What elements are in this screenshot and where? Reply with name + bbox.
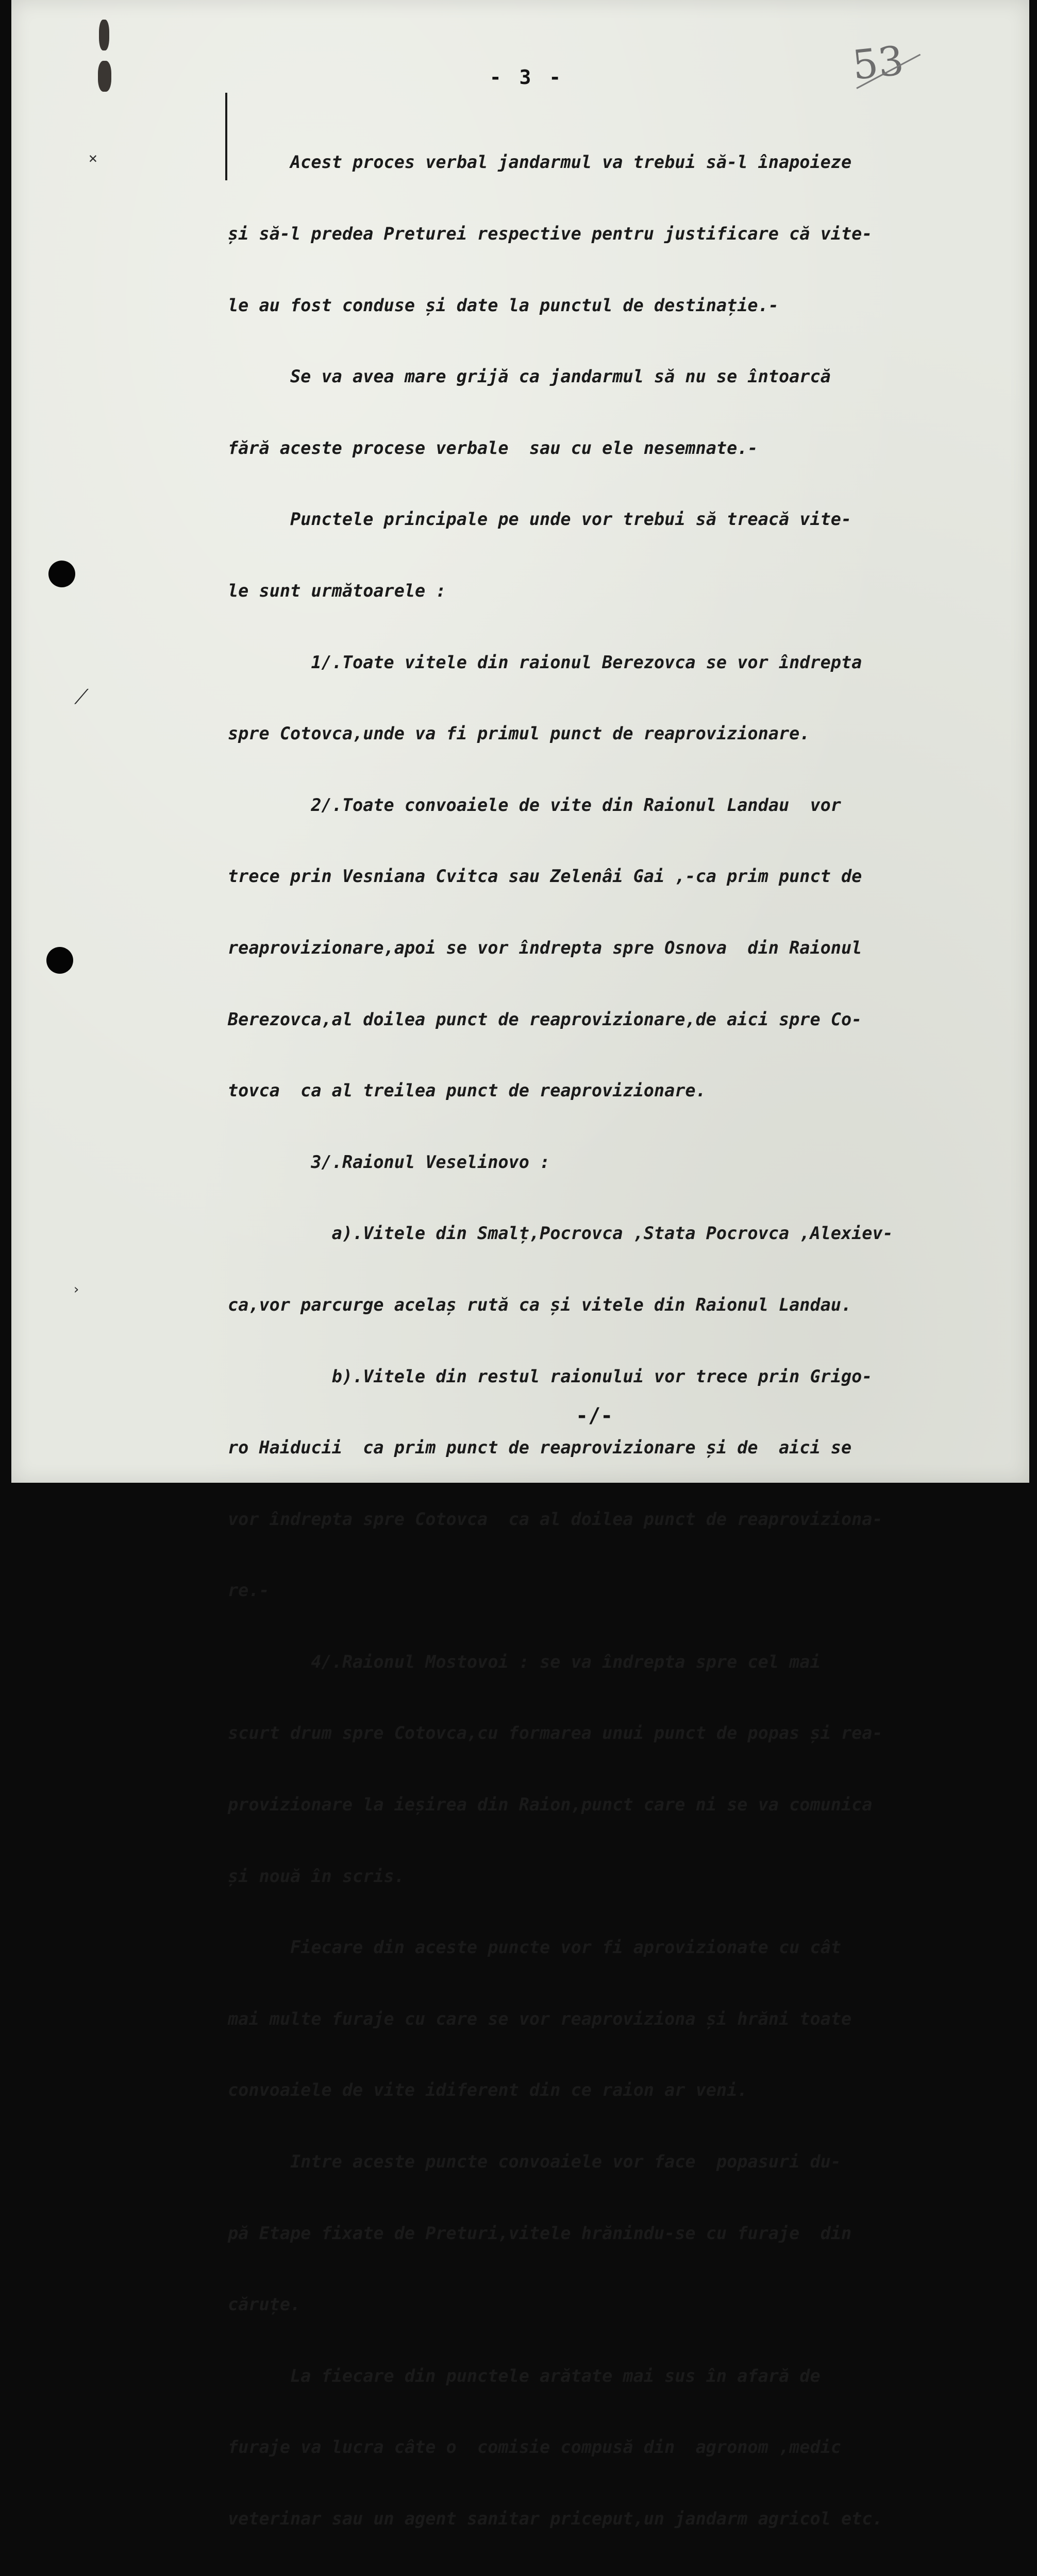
staple-mark — [98, 61, 111, 92]
text-line: re.- — [228, 1580, 270, 1601]
text-line: veterinar sau un agent sanitar priceput,un jandarm agricol etc. — [228, 2509, 883, 2529]
text-line: trece prin Vesniana Cvitca sau Zelenâi Gai ,-ca prim punct de — [228, 866, 862, 887]
text-line: vor îndrepta spre Cotovca ca al doilea punct de reaprovizionа- — [228, 1509, 883, 1529]
text-line: convoaiele de vite idiferent din ce raion ar veni. — [228, 2080, 748, 2100]
staple-mark — [99, 20, 109, 50]
text-line: ro Haiducii ca prim punct de reaprovizionare și de aici se — [228, 1437, 852, 1458]
text-line: mai multe furaje cu care se vor reaproviziona și hrăni toate — [228, 2008, 852, 2029]
text-line: fără aceste procese verbale sau cu ele nesemnate.- — [228, 437, 758, 458]
text-line: căruțe. — [228, 2294, 301, 2315]
margin-bar — [225, 93, 227, 180]
punch-hole-top — [48, 561, 75, 587]
text-line: spre Cotovca,unde va fi primul punct de reaprovizionare. — [228, 723, 810, 744]
paper-sheet — [11, 0, 1029, 2529]
text-line: Se va avea mare grijă ca jandarmul să nu se întoarcă — [228, 366, 831, 387]
margin-tick: › — [72, 1282, 80, 1297]
text-line: 3/.Raionul Veselinovo : — [228, 1151, 550, 1172]
text-line: le au fost conduse și date la punctul de destinație.- — [228, 295, 779, 315]
punch-hole-bottom — [46, 947, 73, 974]
text-line: Intre aceste puncte convoaiele vor face popasuri du- — [228, 2151, 841, 2172]
text-line: le sunt următoarele : — [228, 580, 446, 601]
text-line: Fiecare din aceste puncte vor fi aprovizionate cu cât — [228, 1937, 841, 1958]
text-line: 4/.Raionul Mostovoi : se va îndrepta spre cel mai — [228, 1651, 821, 1672]
continuation-mark: -/- — [576, 1404, 613, 1428]
text-line: Berezovca,al doilea punct de reaprovizionare,de aici spre Co- — [228, 1009, 862, 1029]
text-line: scurt drum spre Cotovca,cu formarea unui punct de popas și rea- — [228, 1723, 883, 1743]
text-line: reaprovizionare,apoi se vor îndrepta spre Osnova din Raionul — [228, 937, 862, 958]
text-line: La fiecare din punctele arătate mai sus în afară de — [228, 2365, 821, 2386]
text-line: a).Vitele din Smalț,Pocrovca ,Stata Pocrovca ,Alexiev- — [228, 1223, 893, 1244]
margin-tick: ✕ — [89, 149, 97, 166]
text-line: și nouă în scris. — [228, 1866, 405, 1886]
text-line: provizionare la ieșirea din Raion,punct care ni se va comunica — [228, 1794, 873, 1815]
text-line: b).Vitele din restul raionului vor trece prin Grigo- — [228, 1366, 873, 1386]
text-line: ca,vor parcurge acelaș rută ca și vitele din Raionul Landau. — [228, 1294, 852, 1315]
text-line: 2/.Toate convoaiele de vite din Raionul Landau vor — [228, 794, 841, 815]
text-line: Punctele principale pe unde vor trebui să treacă vite- — [228, 509, 852, 530]
body-text — [228, 103, 1032, 2576]
text-line: furaje va lucra câte o comisie compusă din agronom ,medic — [228, 2437, 841, 2458]
page-number: - 3 - — [489, 66, 564, 89]
text-line: 1/.Toate vitele din raionul Berezovca se vor îndrepta — [228, 652, 862, 672]
text-line: tovca ca al treilea punct de reaprovizionare. — [228, 1080, 706, 1101]
text-line: și să-l predea Preturei respective pentru justificare că vite- — [228, 224, 873, 244]
text-line: Acest proces verbal jandarmul va trebui să-l înapoieze — [228, 152, 852, 173]
folio-number: 53 — [850, 38, 906, 89]
margin-tick: ⟋ — [74, 685, 89, 709]
text-line: pă Etape fixate de Preturi,vitele hrănindu-se cu furaje din — [228, 2223, 852, 2243]
